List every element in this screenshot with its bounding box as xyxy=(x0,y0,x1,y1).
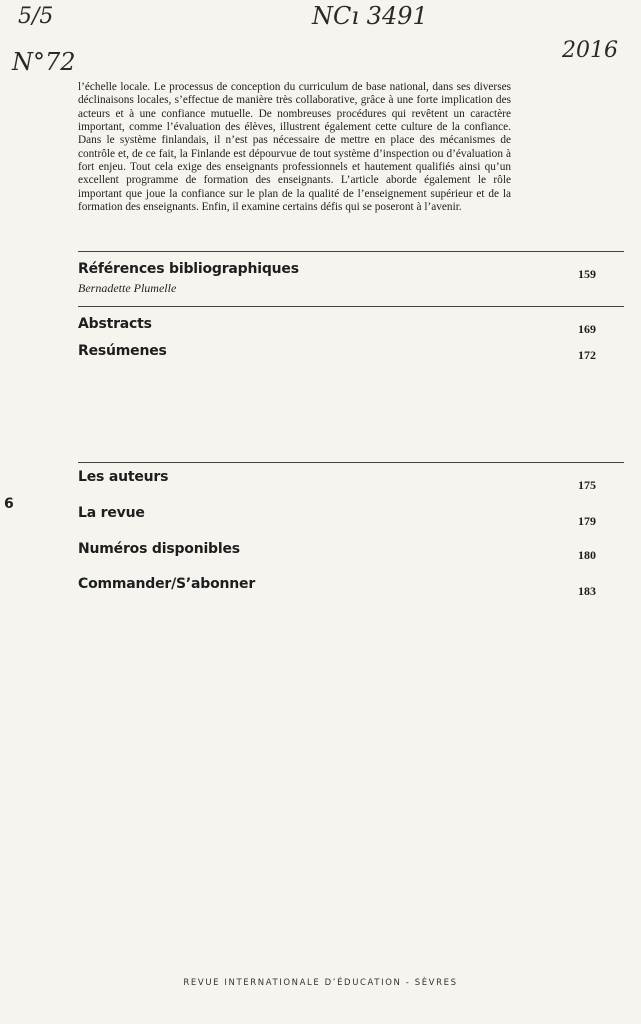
toc-entry-auteurs: Les auteurs xyxy=(78,469,169,485)
divider xyxy=(78,462,624,463)
handwritten-note-top-left: 5/5 xyxy=(18,4,54,29)
toc-entry-references: Références bibliographiques xyxy=(78,261,299,277)
handwritten-catalog-number: NCı 3491 xyxy=(312,2,428,30)
toc-page-revue: 179 xyxy=(578,514,596,528)
toc-page-commander: 183 xyxy=(578,584,596,598)
toc-page-auteurs: 175 xyxy=(578,478,596,492)
toc-entry-numeros: Numéros disponibles xyxy=(78,541,240,557)
side-page-number: 6 xyxy=(4,496,14,512)
toc-page-abstracts: 169 xyxy=(578,322,596,336)
toc-page-references: 159 xyxy=(578,267,596,281)
journal-footer: REVUE INTERNATIONALE D’ÉDUCATION - SÈVRES xyxy=(183,978,458,988)
divider xyxy=(78,251,624,252)
toc-entry-abstracts: Abstracts xyxy=(78,316,152,332)
handwritten-issue-number: N°72 xyxy=(12,48,76,76)
toc-page-resumenes: 172 xyxy=(578,348,596,362)
abstract-paragraph: l’échelle locale. Le processus de conception du curriculum de base national, dans ses diverses déclinaisons locales, s’effectue de manière très collaborative, grâce à une forte implication des acteurs et à une confiance mutuelle. De nombreuses procédures qui revêtent un caractère important, comme l’évaluation des élèves, illustrent également cette culture de la confiance. Dans le système finlandais, il n’est pas nécessaire de mettre en place des mécanismes de contrôle et, de ce fait, la Finlande est dépourvue de tout système d’inspection ou d’évaluation à fort enjeu. Tout cela exige des enseignants professionnels et hautement qualifiés ainsi qu’un excellent programme de formation des enseignants. L’article aborde également le rôle important que joue la confiance sur le plan de la qualité de l’enseignement supérieur et de la formation des enseignants. Enfin, il examine certains défis qui se poseront à l’avenir. xyxy=(78,81,511,214)
toc-entry-resumenes: Resúmenes xyxy=(78,343,167,359)
toc-entry-revue: La revue xyxy=(78,505,145,521)
handwritten-year: 2016 xyxy=(562,38,618,63)
toc-author-references: Bernadette Plumelle xyxy=(78,281,177,295)
divider xyxy=(78,306,624,307)
toc-page-numeros: 180 xyxy=(578,548,596,562)
toc-entry-commander: Commander/S’abonner xyxy=(78,576,256,592)
